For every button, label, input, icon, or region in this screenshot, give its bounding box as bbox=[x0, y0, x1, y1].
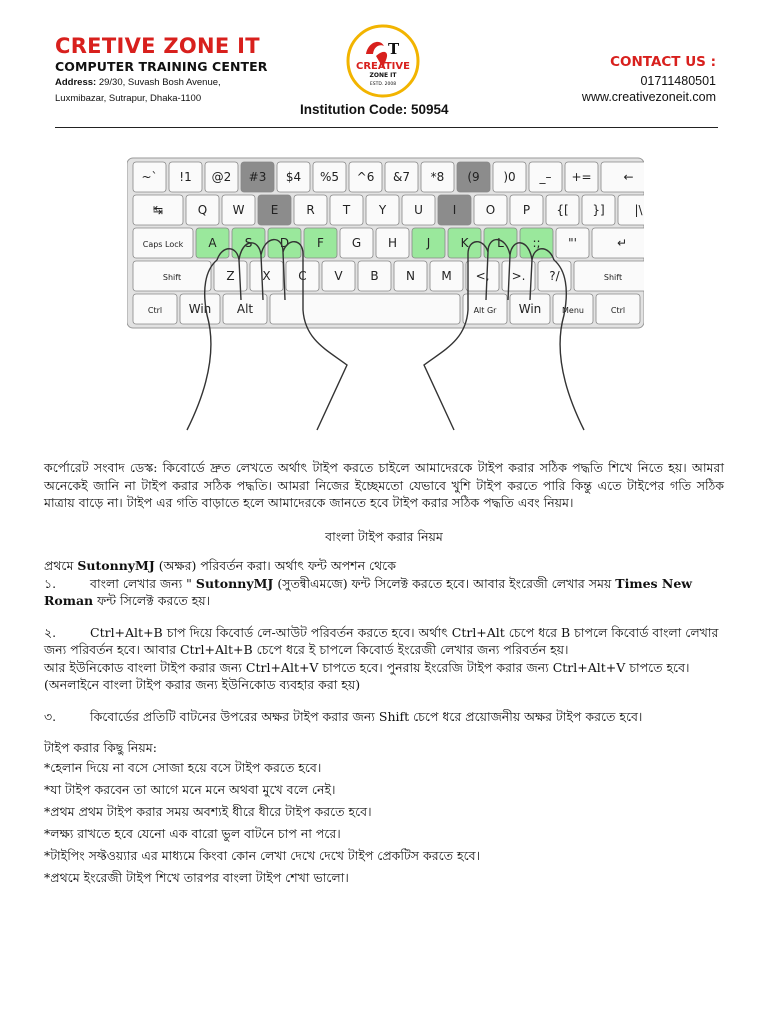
institution-code: Institution Code: 50954 bbox=[300, 102, 449, 117]
section-title: বাংলা টাইপ করার নিয়ম bbox=[325, 528, 443, 544]
key-row1 bbox=[349, 162, 382, 192]
step1-text-b: (সুতন্বীএমজে) ফন্ট সিলেক্ট করতে হবে। আবার ইংরেজী লেখার সময় bbox=[273, 575, 616, 591]
key-row4 bbox=[358, 261, 391, 291]
key-row4 bbox=[133, 261, 211, 291]
logo-text-main: CREATIVE bbox=[356, 61, 410, 72]
step2-number: ২. bbox=[44, 624, 57, 640]
key-row4 bbox=[394, 261, 427, 291]
svg-text:L: L bbox=[497, 236, 504, 250]
step-3 bbox=[44, 708, 724, 726]
step-2 bbox=[44, 624, 724, 659]
key-row5 bbox=[553, 294, 593, 324]
svg-text:Alt Gr: Alt Gr bbox=[473, 306, 497, 315]
brand-subtitle: COMPUTER TRAINING CENTER bbox=[55, 59, 268, 74]
key-row1 bbox=[277, 162, 310, 192]
svg-text:$4: $4 bbox=[285, 170, 302, 184]
key-row3 bbox=[340, 228, 373, 258]
svg-text:F: F bbox=[317, 236, 324, 250]
key-row3 bbox=[196, 228, 229, 258]
svg-text:B: B bbox=[370, 269, 379, 283]
key-row1 bbox=[385, 162, 418, 192]
svg-text:←: ← bbox=[623, 170, 634, 184]
svg-text:K: K bbox=[460, 236, 469, 250]
key-row2 bbox=[546, 195, 579, 225]
svg-text:}]: }] bbox=[592, 203, 605, 217]
key-row1 bbox=[313, 162, 346, 192]
contact-title: CONTACT US : bbox=[610, 54, 716, 70]
key-row1 bbox=[601, 162, 644, 192]
brand-name: CRETIVE ZONE IT bbox=[55, 34, 260, 58]
svg-text:I: I bbox=[452, 203, 457, 217]
key-row4 bbox=[466, 261, 499, 291]
rule-item: *প্রথম প্রথম টাইপ করার সময় অবশ্যই ধীরে ধীরে টাইপ করতে হবে। bbox=[44, 803, 372, 819]
svg-text:~`: ~` bbox=[141, 170, 158, 184]
key-row3 bbox=[448, 228, 481, 258]
rules-list bbox=[44, 757, 724, 889]
svg-text:T: T bbox=[342, 203, 351, 217]
svg-text:Menu: Menu bbox=[562, 306, 584, 315]
svg-text:Alt: Alt bbox=[236, 302, 254, 316]
svg-text:#3: #3 bbox=[248, 170, 267, 184]
contact-phone: 01711480501 bbox=[640, 74, 716, 88]
svg-text:Q: Q bbox=[197, 203, 208, 217]
svg-text:R: R bbox=[306, 203, 315, 217]
contact-website: www.creativezoneit.com bbox=[581, 90, 716, 104]
header-divider bbox=[55, 127, 718, 128]
key-row4 bbox=[574, 261, 644, 291]
svg-text:"': "' bbox=[568, 236, 577, 250]
article-body bbox=[44, 459, 724, 889]
key-row1 bbox=[457, 162, 490, 192]
key-tab bbox=[133, 195, 183, 225]
svg-text:^6: ^6 bbox=[356, 170, 375, 184]
key-row1 bbox=[205, 162, 238, 192]
rule-item: *প্রথমে ইংরেজী টাইপ শিখে তারপর বাংলা টাইপ শেখা ভালো। bbox=[44, 869, 349, 885]
key-row4 bbox=[250, 261, 283, 291]
svg-text:↹: ↹ bbox=[152, 203, 164, 217]
svg-text:*8: *8 bbox=[430, 170, 445, 184]
key-row2 bbox=[186, 195, 219, 225]
svg-text:G: G bbox=[351, 236, 362, 250]
svg-text::;: :; bbox=[532, 236, 541, 250]
key-row2 bbox=[294, 195, 327, 225]
key-row3 bbox=[520, 228, 553, 258]
svg-text:T: T bbox=[388, 40, 400, 58]
key-row3 bbox=[484, 228, 517, 258]
svg-text:<,: <, bbox=[475, 269, 490, 283]
svg-text:E: E bbox=[270, 203, 279, 217]
key-row2 bbox=[330, 195, 363, 225]
svg-text:O: O bbox=[485, 203, 496, 217]
header-left bbox=[55, 34, 268, 107]
key-row5 bbox=[133, 294, 177, 324]
key-row3 bbox=[412, 228, 445, 258]
key-row2 bbox=[510, 195, 543, 225]
step1-number: ১. bbox=[44, 575, 57, 591]
svg-text:&7: &7 bbox=[393, 170, 410, 184]
svg-text:Z: Z bbox=[226, 269, 235, 283]
key-row4 bbox=[214, 261, 247, 291]
key-row5 bbox=[223, 294, 267, 324]
svg-text:A: A bbox=[208, 236, 217, 250]
svg-text:_–: _– bbox=[539, 170, 552, 184]
key-row2 bbox=[582, 195, 615, 225]
step-0 bbox=[44, 557, 724, 575]
svg-text:S: S bbox=[244, 236, 253, 250]
svg-text:|\: |\ bbox=[634, 203, 643, 217]
key-row2 bbox=[402, 195, 435, 225]
key-row4 bbox=[430, 261, 463, 291]
svg-text:Ctrl: Ctrl bbox=[610, 306, 626, 315]
key-row1 bbox=[133, 162, 166, 192]
key-row3 bbox=[268, 228, 301, 258]
rules-title: টাইপ করার কিছু নিয়ম: bbox=[44, 740, 157, 755]
key-row2 bbox=[474, 195, 507, 225]
svg-text:Caps Lock: Caps Lock bbox=[142, 240, 184, 249]
key-row2 bbox=[366, 195, 399, 225]
svg-text:Win: Win bbox=[188, 302, 212, 316]
step0-font: SutonnyMJ bbox=[77, 558, 155, 573]
svg-text:X: X bbox=[262, 269, 271, 283]
key-row2 bbox=[258, 195, 291, 225]
creative-zone-logo bbox=[346, 24, 420, 98]
step1-text-c: ফন্ট সিলেক্ট করতে হয়। bbox=[93, 593, 211, 608]
header-right bbox=[582, 54, 716, 104]
key-row1 bbox=[169, 162, 202, 192]
rule-item: *টাইপিং সফ্টওয়্যার এর মাধ্যমে কিংবা কোন লেখা দেখে দেখে টাইপ প্রেকটিস করতে হবে। bbox=[44, 847, 481, 863]
svg-text:@2: @2 bbox=[211, 170, 232, 184]
rule-item: *হেলান দিয়ে না বসে সোজা হয়ে বসে টাইপ করতে হবে। bbox=[44, 759, 322, 775]
step3-number: ৩. bbox=[44, 708, 57, 724]
svg-text:%5: %5 bbox=[319, 170, 340, 184]
key-row2 bbox=[222, 195, 255, 225]
svg-text:{[: {[ bbox=[556, 203, 569, 217]
svg-text:?/: ?/ bbox=[549, 269, 560, 283]
step2-line1: Ctrl+Alt+B চাপ দিয়ে কিবোর্ড লে-আউট পরিবর্তন করতে হবে। অর্থাৎ Ctrl+Alt চেপে ধরে B চাপলে কিবোর্ড বাংলা লেখার জন্য পরিবর্তন হবে। আবার Ctrl+Alt+B চেপে ধরে ই চাপলে কিবোর্ড ইংরেজী লেখার জন্য পরিবর্তন হয়। bbox=[44, 624, 719, 657]
svg-text:V: V bbox=[334, 269, 343, 283]
rule-item: *যা টাইপ করবেন তা আগে মনে মনে অথবা মুখে বলে নেই। bbox=[44, 781, 336, 797]
svg-text:U: U bbox=[414, 203, 423, 217]
svg-text:P: P bbox=[522, 203, 531, 217]
key-row1 bbox=[493, 162, 526, 192]
key-row3 bbox=[304, 228, 337, 258]
step1-font2: Times New Roman bbox=[44, 575, 693, 608]
key-row3 bbox=[592, 228, 644, 258]
key-row3 bbox=[556, 228, 589, 258]
key-row2 bbox=[618, 195, 644, 225]
svg-text:Shift: Shift bbox=[162, 273, 182, 282]
key-row5 bbox=[270, 294, 460, 324]
key-row4 bbox=[322, 261, 355, 291]
step1-text-a: বাংলা লেখার জন্য " bbox=[90, 575, 196, 591]
address-line1: 29/30, Suvash Bosh Avenue, bbox=[98, 77, 221, 88]
key-row1 bbox=[529, 162, 562, 192]
svg-text:↵: ↵ bbox=[616, 236, 628, 250]
svg-text:Win: Win bbox=[518, 302, 542, 316]
svg-text:!1: !1 bbox=[179, 170, 192, 184]
address-label: Address: bbox=[55, 77, 97, 88]
keyboard-hands-illustration bbox=[127, 150, 644, 435]
key-row3 bbox=[376, 228, 409, 258]
svg-text:(9: (9 bbox=[467, 170, 480, 184]
step3-text: কিবোর্ডের প্রতিটি বাটনের উপরের অক্ষর টাইপ করার জন্য Shift চেপে ধরে প্রয়োজনীয় অক্ষর টাইপ করতে হবে। bbox=[90, 708, 643, 724]
logo-text-sub: ZONE IT bbox=[369, 72, 397, 79]
svg-text:H: H bbox=[387, 236, 398, 250]
svg-text:C: C bbox=[298, 269, 307, 283]
key-row5 bbox=[463, 294, 507, 324]
key-row3 bbox=[133, 228, 193, 258]
key-row1 bbox=[241, 162, 274, 192]
step0-text-a: প্রথমে bbox=[44, 558, 78, 573]
svg-text:Y: Y bbox=[378, 203, 387, 217]
intro-paragraph: কর্পোরেট সংবাদ ডেস্ক: কিবোর্ডে দ্রুত লেখতে অর্থাৎ টাইপ করতে চাইলে আমাদেরকে টাইপ করার সঠিক পদ্ধতি শিখে নিতে হয়। আমরা অনেকেই জানি না টাইপ করার সঠিক পদ্ধতি। আমরা নিজের ইচ্ছেমতো যেভাবে খুশি টাইপ করতে পারি কিন্তু এতে টাইপের গতি সঠিক মাত্রায় বাড়ে না। টাইপ এর গতি বাড়াতে হলে আমাদেরকে জানতে হবে টাইপ করার সঠিক পদ্ধতি এবং নিয়ম। bbox=[44, 460, 724, 510]
step1-font: SutonnyMJ bbox=[195, 575, 274, 591]
address bbox=[55, 75, 268, 107]
key-row5 bbox=[180, 294, 220, 324]
svg-text:W: W bbox=[232, 203, 245, 217]
svg-text:+=: += bbox=[571, 170, 592, 184]
svg-text:Shift: Shift bbox=[603, 273, 623, 282]
svg-text:>.: >. bbox=[511, 269, 526, 283]
key-row1 bbox=[421, 162, 454, 192]
step0-text-b: (অক্ষর) পরিবর্তন করা। অর্থাৎ ফন্ট অপশন থেকে bbox=[154, 558, 396, 573]
step-2-cont: আর ইউনিকোড বাংলা টাইপ করার জন্য Ctrl+Alt+V চাপতে হবে। পুনরায় ইংরেজি টাইপ করার জন্য Ctrl+Alt+V চাপতে হবে। (অনলাইনে বাংলা টাইপ করার জন্য ইউনিকোড ব্যবহার করা হয়) bbox=[44, 659, 690, 692]
key-row1 bbox=[565, 162, 598, 192]
key-row2 bbox=[438, 195, 471, 225]
key-row5 bbox=[596, 294, 640, 324]
logo-estd: ESTD. 2008 bbox=[369, 82, 397, 87]
rule-item: *লক্ষ্য রাখতে হবে যেনো এক বারো ভুল বাটনে চাপ না পরে। bbox=[44, 825, 341, 841]
svg-text:M: M bbox=[441, 269, 452, 283]
address-line2: Luxmibazar, Sutrapur, Dhaka-1100 bbox=[55, 93, 202, 104]
svg-text:)0: )0 bbox=[503, 170, 516, 184]
svg-text:J: J bbox=[426, 236, 431, 250]
svg-text:Ctrl: Ctrl bbox=[147, 306, 163, 315]
svg-text:N: N bbox=[406, 269, 415, 283]
svg-text:D: D bbox=[279, 236, 290, 250]
step-1 bbox=[44, 575, 724, 610]
